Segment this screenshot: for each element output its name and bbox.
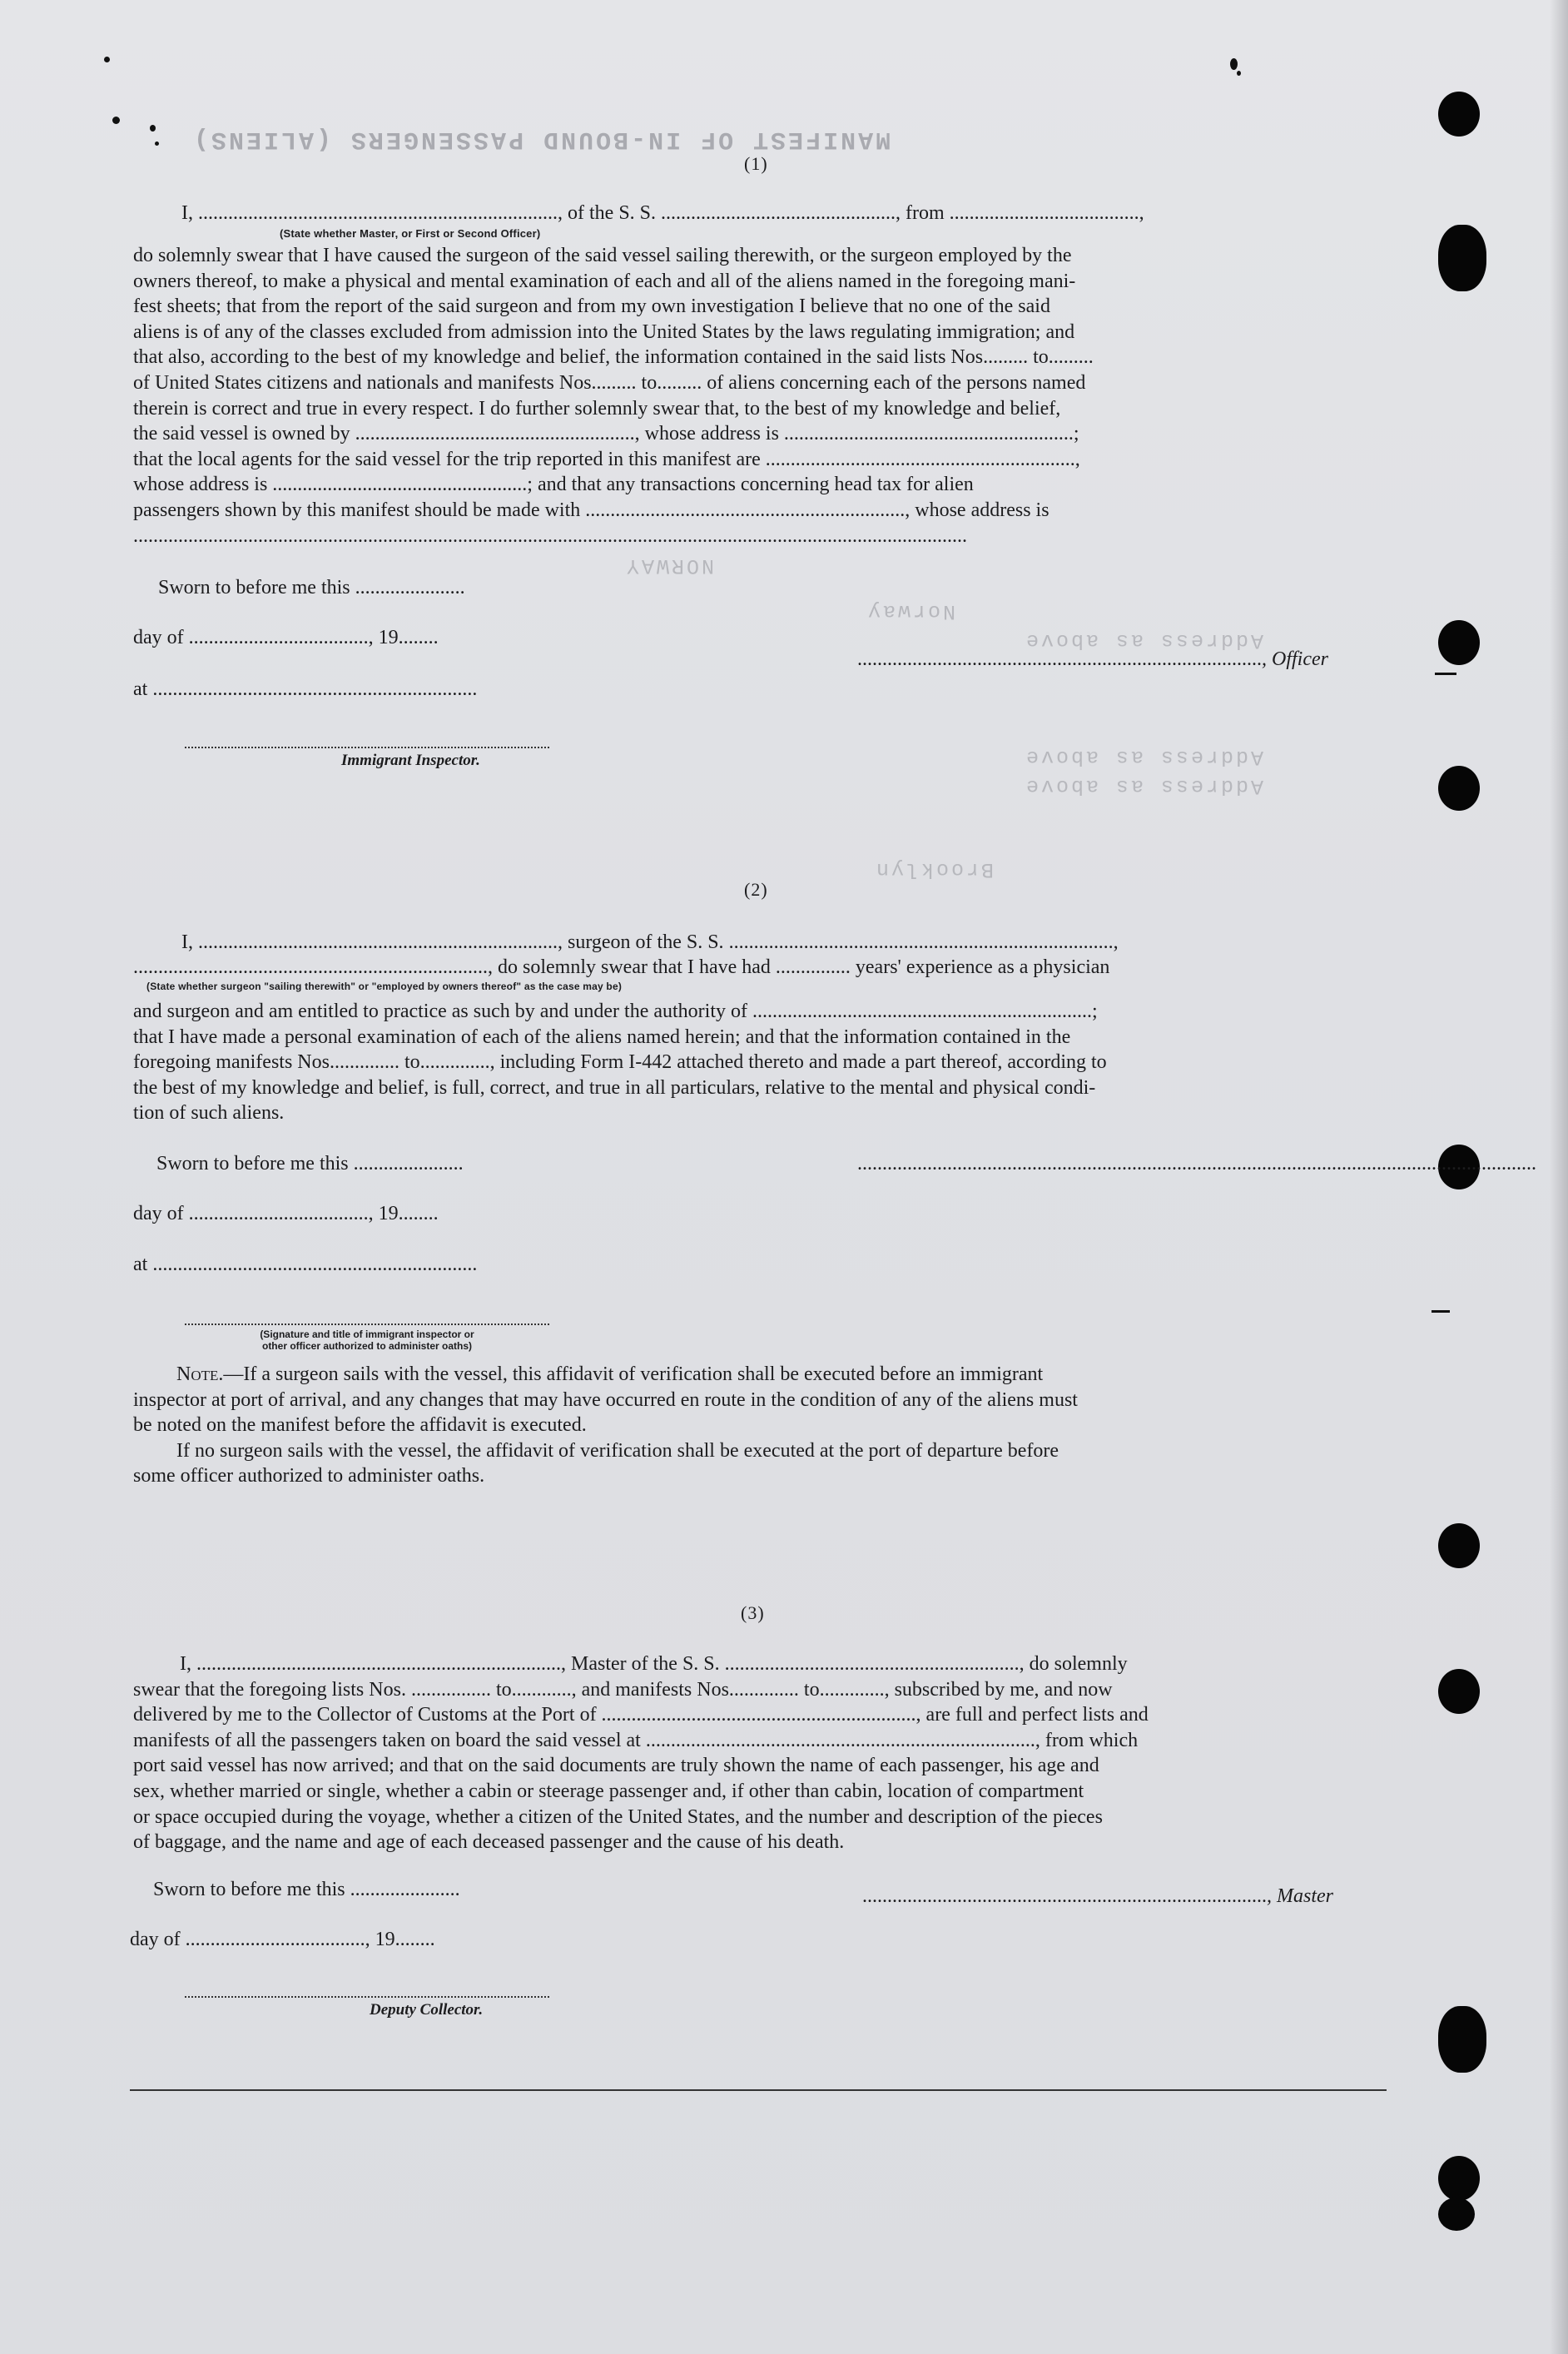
section-1-officer-line [857, 648, 1328, 671]
surgeon-status-blank[interactable]: ....................................................................... [133, 956, 488, 978]
section-2-number: (2) [744, 879, 768, 900]
punch-hole [1438, 225, 1486, 291]
oath-line: of United States citizens and nationals and manifests Nos......... to......... of aliens concerning each of the persons named [133, 371, 1086, 394]
officer-signature-blank[interactable]: ................................................................................. [857, 648, 1262, 670]
year-label: , 19 [365, 1929, 395, 1950]
year-blank[interactable]: ........ [394, 1929, 435, 1950]
bleed-through-address-3: Address as above [1024, 774, 1264, 798]
edge-mark [1435, 673, 1456, 675]
oath-line: that the local agents for the said vessel for the trip reported in this manifest are .............................................................., [133, 448, 1080, 470]
note-line: be noted on the manifest before the affidavit is executed. [133, 1414, 587, 1437]
inspector-signature-line[interactable] [185, 1324, 549, 1325]
year-label: , 19 [368, 1203, 399, 1224]
punch-hole [1438, 766, 1480, 811]
punch-hole [1438, 1523, 1480, 1568]
oath-line: do solemnly swear that I have caused the surgeon of the said vessel sailing therewith, or the surgeon employed by the [133, 245, 1072, 266]
bleed-through-city: Brooklyn [874, 857, 995, 882]
ink-speck [150, 125, 156, 132]
day-of-label: day of [133, 627, 184, 648]
section-2-surgeon-line [181, 931, 1119, 954]
bottom-rule [130, 2089, 1387, 2091]
surgeon-signature-blank[interactable]: ........................................................................................................................................ [857, 1153, 1536, 1175]
solemnly-swear-label: , do solemnly swear that I have had [488, 956, 771, 978]
section-1-oath-paragraph [133, 243, 1390, 549]
sworn-label: Sworn to before me this [153, 1879, 345, 1900]
oath-line: that also, according to the best of my knowledge and belief, the information contained in the said lists Nos......... to......... [133, 346, 1094, 369]
years-experience-label: years' experience as a physician [855, 956, 1110, 978]
section-1-number: (1) [744, 153, 768, 174]
oath-line: the best of my knowledge and belief, is full, correct, and true in all particulars, relative to the mental and physical condi- [133, 1076, 1096, 1099]
pronoun-i: I, [181, 202, 193, 224]
officer-label: , Officer [1262, 648, 1328, 670]
oath-line: tion of such aliens. [133, 1102, 285, 1125]
ink-speck [112, 117, 120, 124]
surgeon-signature-line[interactable] [857, 1152, 1536, 1175]
section-2-oath-paragraph [133, 999, 1390, 1126]
punch-hole [1438, 620, 1480, 665]
month-blank[interactable]: .................................... [188, 627, 369, 648]
master-label: , Master [1267, 1885, 1333, 1907]
note-line: some officer authorized to administer oaths. [133, 1465, 485, 1487]
surgeon-name-blank[interactable]: ........................................................................ [198, 931, 558, 953]
ink-speck [155, 142, 159, 146]
sworn-day-blank[interactable]: ...................... [355, 577, 465, 598]
year-blank[interactable]: ........ [398, 627, 439, 648]
note-line: If no surgeon sails with the vessel, the affidavit of verification shall be executed at the port of departure before [176, 1439, 1059, 1462]
month-blank[interactable]: .................................... [185, 1929, 365, 1950]
oath-line: that I have made a personal examination of each of the aliens named herein; and that the information contained in the [133, 1026, 1071, 1048]
oath-line: port said vessel has now arrived; and that on the said documents are truly shown the name of each passenger, his age and [133, 1755, 1099, 1777]
note-text: —If a surgeon sails with the vessel, this affidavit of verification shall be executed before an immigrant [223, 1363, 1044, 1385]
punch-hole [1438, 1669, 1480, 1714]
section-3-number: (3) [741, 1602, 765, 1623]
immigrant-inspector-caption: Immigrant Inspector. [341, 752, 480, 769]
deputy-signature-line[interactable] [185, 1996, 549, 1998]
pronoun-i: I, [181, 931, 193, 953]
deputy-collector-caption: Deputy Collector. [370, 2001, 484, 2019]
oath-line: and surgeon and am entitled to practice as such by and under the authority of ....................................................................; [133, 1001, 1098, 1022]
sworn-label: Sworn to before me this [156, 1153, 349, 1175]
section-3-oath-paragraph [133, 1651, 1390, 1855]
ink-speck [1237, 71, 1241, 76]
bleed-through-country: NORWAY [624, 554, 715, 578]
section-2-note [133, 1362, 1390, 1489]
oath-line: delivered by me to the Collector of Customs at the Port of ..............................................................., are full and perfect lists and [133, 1704, 1149, 1726]
oath-line: whose address is ...................................................; and that any transactions concerning head tax for alien [133, 474, 974, 496]
punch-hole [1438, 92, 1480, 137]
note-line: inspector at port of arrival, and any changes that may have occurred en route in the condition of any of the aliens must [133, 1388, 1078, 1411]
section-1-day-line [133, 626, 439, 649]
officer-rank-caption: (State whether Master, or First or Second Officer) [280, 227, 541, 240]
caption-line: (Signature and title of immigrant inspector or [260, 1328, 474, 1340]
punch-hole [1438, 2006, 1486, 2073]
caption-line: other officer authorized to administer oaths) [261, 1340, 473, 1352]
years-blank[interactable]: ............... [775, 956, 851, 978]
bleed-through-address-2: Address as above [1024, 745, 1264, 769]
day-of-label: day of [133, 1203, 184, 1224]
at-label: at [133, 678, 148, 700]
vessel-name-blank[interactable]: ............................................... [661, 202, 896, 224]
bleed-through-address: Address as above [1024, 628, 1264, 653]
officer-name-blank[interactable]: ........................................................................ [198, 202, 558, 224]
section-3-day-line [130, 1928, 435, 1951]
month-blank[interactable]: .................................... [188, 1203, 369, 1224]
section-1-sworn-line [158, 576, 465, 599]
note-label: Note. [176, 1363, 224, 1385]
punch-hole [1438, 2156, 1480, 2201]
section-2-experience-line [133, 956, 1109, 979]
section-1-at-line [133, 678, 477, 701]
oath-line: fest sheets; that from the report of the said surgeon and from my own investigation I believe that no one of the said [133, 295, 1050, 318]
ink-speck [1230, 58, 1238, 70]
section-3-master-line [862, 1885, 1333, 1908]
vessel-name-blank[interactable]: ............................................................................., [728, 931, 1119, 953]
oath-line: of baggage, and the name and age of each deceased passenger and the cause of his death. [133, 1831, 845, 1854]
sworn-label: Sworn to before me this [158, 577, 350, 598]
departure-port-blank[interactable]: ......................................, [949, 202, 1144, 224]
oath-line: I, ........................................................................., Master of the S. S. ..........................................................., do solemnly [180, 1653, 1128, 1675]
ink-speck [104, 57, 110, 62]
note-line [133, 1362, 1390, 1388]
oath-line: owners thereof, to make a physical and mental examination of each and all of the aliens named in the foregoing mani- [133, 270, 1076, 292]
of-the-ss-label: , of the S. S. [558, 202, 657, 224]
oath-line: therein is correct and true in every respect. I do further solemnly swear that, to the best of my knowledge and belief, [133, 397, 1061, 420]
signature-title-caption [185, 1328, 549, 1352]
oath-line: manifests of all the passengers taken on board the said vessel at .............................................................................., from which [133, 1729, 1139, 1751]
oath-line: the said vessel is owned by ........................................................, whose address is ..........................................................; [133, 423, 1079, 445]
section-3-sworn-line [153, 1878, 460, 1901]
oath-line: sex, whether married or single, whether a cabin or steerage passenger and, if other than cabin, location of compartment [133, 1780, 1084, 1802]
year-blank[interactable]: ........ [398, 1203, 439, 1224]
year-label: , 19 [368, 627, 399, 648]
oath-line: swear that the foregoing lists Nos. ................ to............, and manifests Nos.............. to............., subscribed by me, and now [133, 1678, 1113, 1701]
sworn-day-blank[interactable]: ...................... [353, 1153, 464, 1175]
section-1-master-line [181, 201, 1144, 225]
sworn-day-blank[interactable]: ...................... [350, 1879, 460, 1900]
oath-line: or space occupied during the voyage, whether a citizen of the United States, and the number and description of the pieces [133, 1805, 1103, 1828]
section-2-sworn-line [156, 1152, 464, 1175]
from-label: , from [896, 202, 945, 224]
bleed-through-title: MANIFEST OF IN-BOUND PASSENGERS (ALIENS) [191, 125, 891, 153]
oath-line: ....................................................................................................................................................................... [133, 524, 967, 547]
surgeon-of-ss-label: , surgeon of the S. S. [558, 931, 724, 953]
at-label: at [133, 1254, 148, 1275]
oath-line: aliens is of any of the classes excluded from admission into the United States by the laws regulating immigration; and [133, 320, 1075, 343]
section-2-day-line [133, 1202, 439, 1225]
section-2-at-line [133, 1253, 477, 1276]
place-blank[interactable]: ................................................................. [152, 678, 478, 700]
oath-line: foregoing manifests Nos.............. to.............., including Form I-442 attached thereto and made a part thereof, according to [133, 1051, 1107, 1074]
day-of-label: day of [130, 1929, 181, 1950]
place-blank[interactable]: ................................................................. [152, 1254, 478, 1275]
bleed-through-country-2: Norway [866, 599, 956, 623]
punch-hole [1438, 2198, 1475, 2231]
inspector-signature-line[interactable] [185, 747, 549, 748]
master-signature-blank[interactable]: ................................................................................. [862, 1885, 1267, 1907]
surgeon-status-caption: (State whether surgeon "sailing therewith" or "employed by owners thereof" as the case may be) [146, 981, 623, 992]
oath-line: passengers shown by this manifest should be made with ................................................................, whose address is [133, 499, 1049, 521]
edge-mark [1432, 1310, 1450, 1313]
